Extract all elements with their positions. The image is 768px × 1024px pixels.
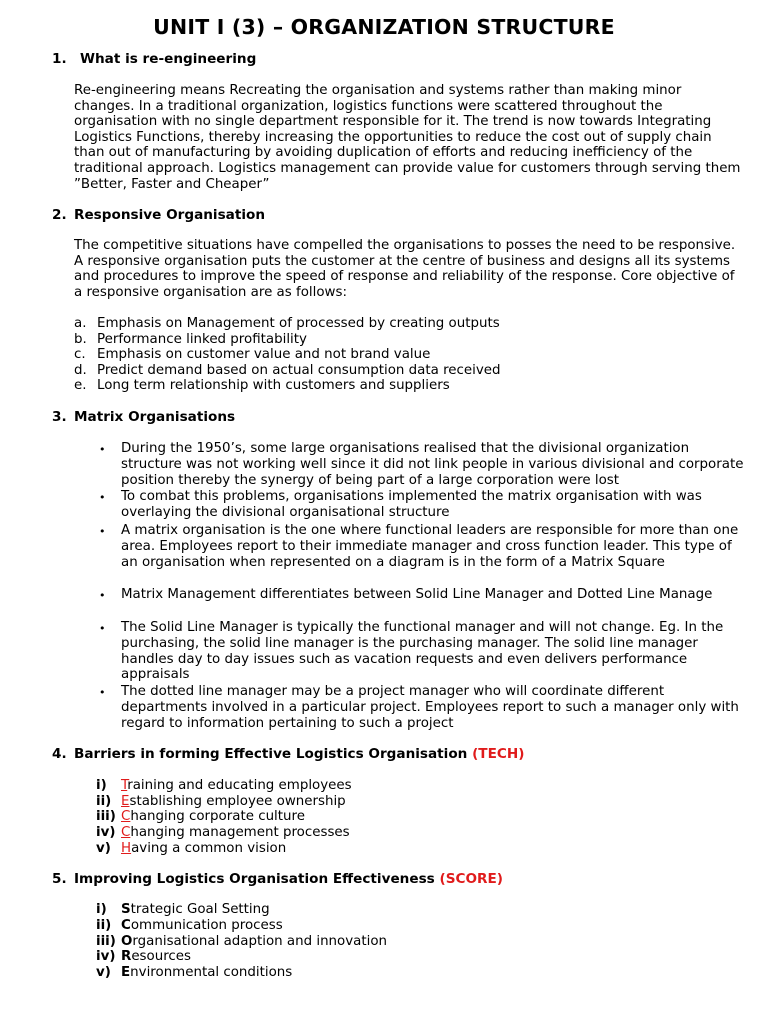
section-1-heading: What is re-engineering xyxy=(80,51,257,67)
list-item-label: ii) xyxy=(96,794,112,809)
list-item-label: i) xyxy=(96,902,107,917)
bullet-icon: • xyxy=(99,443,106,456)
list-item-label: iii) xyxy=(96,934,116,949)
list-item-label: e. xyxy=(74,378,87,393)
section-4-heading: Barriers in forming Effective Logistics Organisation xyxy=(74,746,468,762)
acronym-initial: C xyxy=(121,918,131,933)
list-item xyxy=(0,778,768,794)
bullet-icon: • xyxy=(99,525,106,538)
list-item xyxy=(0,949,768,965)
list-item xyxy=(74,347,430,363)
list-item xyxy=(74,378,450,394)
bullet-item: A matrix organisation is the one where functional leaders are responsible for more than one area. Employees report to their immediate manager and cross function leader. This type of an organisation when represented on a diagram is in the form of a Matrix Square xyxy=(121,523,739,570)
section-2-heading: Responsive Organisation xyxy=(74,207,266,223)
bullet-item: The Solid Line Manager is typically the functional manager and will not change. Eg. In the purchasing, the solid line manager is the purchasing manager. The solid line manager handles day to day issues such as vacation requests and even delivers performance appraisals xyxy=(121,620,724,683)
section-2-paragraph: The competitive situations have compelled the organisations to posses the need to be responsive. A responsive organisation puts the customer at the centre of business and designs all its systems and procedures to improve the speed of response and reliability of the response. Core objective of a responsive organisation are as follows: xyxy=(74,238,736,300)
acronym-initial: R xyxy=(121,949,132,964)
section-3-number: 3. xyxy=(52,409,67,425)
list-item-text xyxy=(121,841,286,856)
list-item-label: c. xyxy=(74,347,86,362)
list-item-label: ii) xyxy=(96,918,112,933)
list-item-text: Predict demand based on actual consumption data received xyxy=(97,362,501,378)
list-item-rest: aving a common vision xyxy=(131,841,287,856)
section-4-acronym: (TECH) xyxy=(472,746,525,762)
list-item-text xyxy=(121,778,352,793)
list-item-text xyxy=(121,809,305,824)
list-item xyxy=(74,332,307,348)
bullet-item: To combat this problems, organisations implemented the matrix organisation with was overlaying the divisional organisational structure xyxy=(121,489,702,520)
list-item-text xyxy=(121,934,387,949)
list-item-rest: raining and educating employees xyxy=(127,778,352,793)
bullet-item: Matrix Management differentiates between Solid Line Manager and Dotted Line Manage xyxy=(121,587,713,602)
section-4-number: 4. xyxy=(52,746,67,762)
list-item xyxy=(0,934,768,950)
list-item-label: d. xyxy=(74,362,87,378)
list-item-rest: hanging management processes xyxy=(130,825,350,840)
list-item-text xyxy=(121,965,292,980)
list-item-rest: rganisational adaption and innovation xyxy=(132,934,388,949)
list-item-text xyxy=(121,902,270,917)
list-item-label: iii) xyxy=(96,809,116,824)
list-item-text: Long term relationship with customers and suppliers xyxy=(97,378,450,393)
acronym-initial: H xyxy=(121,841,132,856)
list-item-text: Emphasis on customer value and not brand value xyxy=(97,347,431,362)
list-item-label: a. xyxy=(74,316,87,331)
list-item-rest: trategic Goal Setting xyxy=(130,902,270,917)
bullet-icon: • xyxy=(99,622,106,635)
section-2-number: 2. xyxy=(52,207,67,223)
bullet-icon: • xyxy=(99,686,106,699)
section-4-heading-line xyxy=(74,746,524,762)
list-item-rest: ommunication process xyxy=(130,918,283,933)
list-item-text xyxy=(121,949,191,964)
section-5-number: 5. xyxy=(52,871,67,887)
list-item-rest: stablishing employee ownership xyxy=(129,794,346,809)
section-5-acronym: (SCORE) xyxy=(439,871,503,887)
list-item xyxy=(0,902,768,918)
list-item-label: v) xyxy=(96,841,111,856)
section-5-heading-line xyxy=(74,871,503,887)
list-item-text xyxy=(121,825,350,840)
bullet-item: During the 1950’s, some large organisations realised that the divisional organization structure was not working well since it did not link people in various divisional and corporate position thereby the synergy of being part of a large corporation were lost xyxy=(121,441,744,488)
list-item-rest: hanging corporate culture xyxy=(130,809,305,824)
acronym-initial: T xyxy=(121,778,128,793)
section-5-heading: Improving Logistics Organisation Effectiveness xyxy=(74,871,435,887)
list-item xyxy=(0,809,768,825)
list-item-text xyxy=(121,794,346,809)
list-item-text: Performance linked profitability xyxy=(97,331,307,347)
bullet-item: The dotted line manager may be a project manager who will coordinate different departments involved in a particular project. Employees report to such a manager only with regard to information pertaining to such a project xyxy=(121,684,739,731)
list-item-rest: nvironmental conditions xyxy=(130,965,293,980)
list-item xyxy=(0,965,768,981)
list-item-text xyxy=(121,918,283,933)
section-1-paragraph: Re-engineering means Recreating the organisation and systems rather than making minor changes. In a traditional organization, logistics functions were scattered throughout the organisation with no single department responsible for it. The trend is now towards Integrating Logistics Functions, thereby increasing the opportunities to reduce the cost out of supply chain than out of manufacturing by avoiding duplication of efforts and reducing inefficiency of the traditional approach. Logistics management can provide value for customers through serving them ”Better, Faster and Cheaper” xyxy=(74,83,741,192)
list-item-label: b. xyxy=(74,331,87,347)
list-item xyxy=(74,316,500,332)
list-item xyxy=(0,918,768,934)
list-item xyxy=(74,363,501,379)
bullet-icon: • xyxy=(99,491,106,504)
acronym-initial: E xyxy=(121,794,130,809)
bullet-icon: • xyxy=(99,589,106,602)
list-item-text: Emphasis on Management of processed by creating outputs xyxy=(97,316,500,331)
list-item xyxy=(0,825,768,841)
acronym-initial: C xyxy=(121,825,131,840)
list-item xyxy=(0,794,768,810)
list-item-label: iv) xyxy=(96,949,116,964)
list-item xyxy=(0,841,768,857)
list-item-label: v) xyxy=(96,965,111,980)
acronym-initial: O xyxy=(121,934,133,949)
acronym-initial: E xyxy=(121,965,131,980)
section-1-number: 1. xyxy=(52,51,67,67)
list-item-rest: esources xyxy=(131,949,191,964)
acronym-initial: C xyxy=(121,809,131,824)
page-title: UNIT I (3) – ORGANIZATION STRUCTURE xyxy=(153,15,615,39)
acronym-initial: S xyxy=(121,902,131,917)
section-3-heading: Matrix Organisations xyxy=(74,409,236,425)
list-item-label: iv) xyxy=(96,825,116,840)
list-item-label: i) xyxy=(96,778,107,793)
